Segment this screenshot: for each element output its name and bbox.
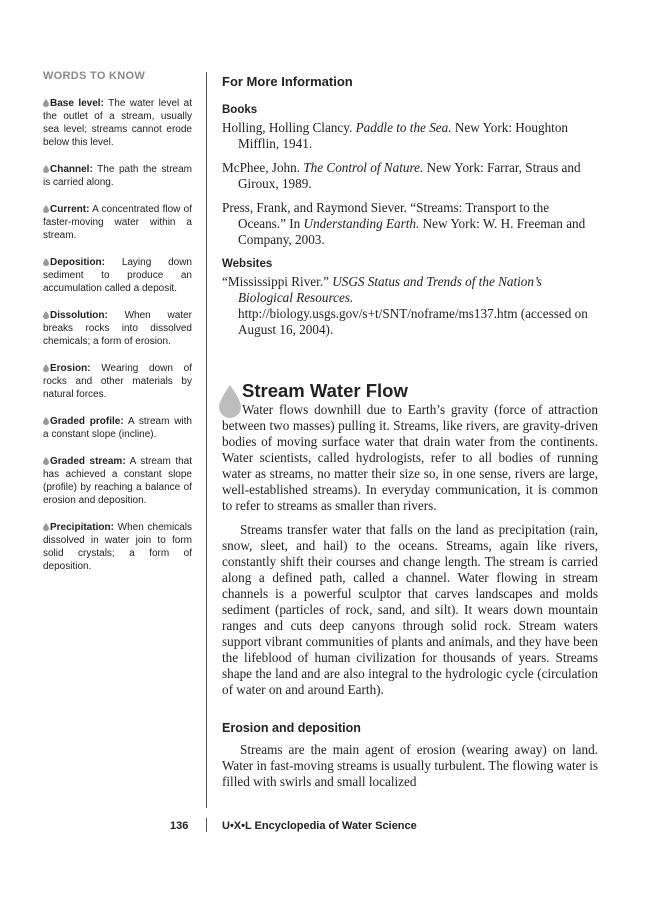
term-definition: When chemicals dissolved in water join to form solid crystals; a form of deposition. xyxy=(43,522,193,572)
paragraph: Water flows downhill due to Earth’s gravity (force of attraction between two masses) pulling it. Streams, like rivers, are gravity-driven bodies of moving surface water that drain water from the continents. Water scientists, called hydrologists, refer to all bodies of running water as streams, no matter their size so, in one sense, rivers are large, well-established streams). In everyday communication, it is common to refer to streams as smaller than rivers. xyxy=(222,402,598,513)
term-definition: The water level at the outlet of a stream, usually sea level; streams cannot erode below this level. xyxy=(43,98,192,148)
term-word: Deposition: xyxy=(50,257,105,268)
term-word: Erosion: xyxy=(50,363,91,374)
websites-heading: Websites xyxy=(222,258,273,270)
glossary-term xyxy=(43,203,192,242)
term-definition: Laying down sediment to produce an accumulation called a deposit. xyxy=(43,257,192,294)
term-definition: Wearing down of rocks and other materials by natural forces. xyxy=(43,363,193,400)
water-drop-icon xyxy=(43,99,49,107)
water-drop-icon xyxy=(43,417,49,425)
reference-text: Press, Frank, and Raymond Siever. “Streams: Transport to the Oceans.” In xyxy=(222,200,550,231)
reference-title: Understanding Earth. xyxy=(303,216,420,231)
reference-text: New York: Houghton Mifflin, 1941. xyxy=(238,120,569,151)
reference-title: Paddle to the Sea. xyxy=(355,120,452,135)
books-heading: Books xyxy=(222,104,258,116)
glossary-term xyxy=(43,97,192,149)
column-divider xyxy=(206,72,207,808)
main-column xyxy=(222,70,598,798)
reference-text: Holling, Holling Clancy. xyxy=(222,120,356,135)
reference-entry xyxy=(222,120,598,152)
books-list xyxy=(222,120,598,248)
erosion-deposition-heading: Erosion and deposition xyxy=(222,721,361,735)
term-definition: A concentrated flow of faster-moving water within a stream. xyxy=(43,204,192,241)
reference-text: http://biology.usgs.gov/s+t/SNT/noframe/ms137.htm (accessed on August 16, 2004). xyxy=(238,306,588,337)
paragraph: Streams transfer water that falls on the land as precipitation (rain, snow, sleet, and hail) to the oceans. Streams, again like rivers, constantly shift their courses and change length. The stream is carried along a defined path, called a channel. Water flowing in stream channels is a powerful sculptor that carves landscapes and molds sediment (particles of rock, sand, and silt). It wears down mountain ranges and cuts deep canyons through solid rock. Stream waters support vibrant communities of plants and animals, and they have been the lifeblood of human civilization for thousands of years. Streams shape the land and are also integral to the hydrologic cycle (circulation of water on and around Earth). xyxy=(222,522,598,697)
water-drop-icon xyxy=(43,457,49,465)
reference-text: “Mississippi River.” xyxy=(222,274,333,289)
term-word: Channel: xyxy=(50,164,93,175)
reference-text: McPhee, John. xyxy=(222,160,304,175)
reference-title: USGS Status and Trends of the Nation’s Biological Resources. xyxy=(238,274,542,305)
water-drop-icon xyxy=(43,165,49,173)
glossary-term xyxy=(43,362,192,401)
term-word: Precipitation: xyxy=(50,522,114,533)
publication-title: U•X•L Encyclopedia of Water Science xyxy=(222,820,417,832)
glossary-term xyxy=(43,309,192,348)
reference-title: The Control of Nature. xyxy=(303,160,424,175)
stream-water-flow-section xyxy=(222,380,598,790)
section-title: Stream Water Flow xyxy=(242,380,408,401)
sidebar-title: WORDS TO KNOW xyxy=(43,70,146,82)
reference-entry xyxy=(222,200,598,248)
reference-entry xyxy=(222,274,598,338)
glossary-term xyxy=(43,415,192,441)
page-number: 136 xyxy=(170,820,189,832)
reference-entry xyxy=(222,160,598,192)
term-word: Current: xyxy=(50,204,90,215)
term-definition: A stream with a constant slope (incline). xyxy=(43,416,192,440)
term-word: Graded profile: xyxy=(50,416,124,427)
glossary-term xyxy=(43,163,192,189)
footer-divider xyxy=(206,818,207,832)
reference-text: New York: Farrar, Straus and Giroux, 1989. xyxy=(238,160,581,191)
term-definition: The path the stream is carried along. xyxy=(43,164,192,188)
glossary-term xyxy=(43,455,192,507)
term-word: Graded stream: xyxy=(50,456,126,467)
water-drop-icon xyxy=(43,311,49,319)
glossary-term xyxy=(43,256,192,295)
term-definition: When water breaks rocks into dissolved chemicals; a form of erosion. xyxy=(43,310,193,347)
water-drop-icon xyxy=(217,384,243,418)
term-definition: A stream that has achieved a constant slope (profile) by reaching a balance of erosion and deposition. xyxy=(43,456,193,506)
water-drop-icon xyxy=(43,523,49,531)
glossary-term xyxy=(43,521,192,573)
websites-list xyxy=(222,274,598,338)
term-word: Base level: xyxy=(50,98,104,109)
glossary-list xyxy=(43,97,192,573)
more-info-heading: For More Information xyxy=(222,74,353,89)
water-drop-icon xyxy=(43,258,49,266)
term-word: Dissolution: xyxy=(50,310,108,321)
water-drop-icon xyxy=(43,205,49,213)
water-drop-icon xyxy=(43,364,49,372)
paragraph: Streams are the main agent of erosion (wearing away) on land. Water in fast-moving streams is usually turbulent. The flowing water is filled with swirls and small localized xyxy=(222,742,598,789)
reference-text: New York: W. H. Freeman and Company, 2003. xyxy=(238,216,586,247)
words-to-know-sidebar xyxy=(43,70,192,587)
